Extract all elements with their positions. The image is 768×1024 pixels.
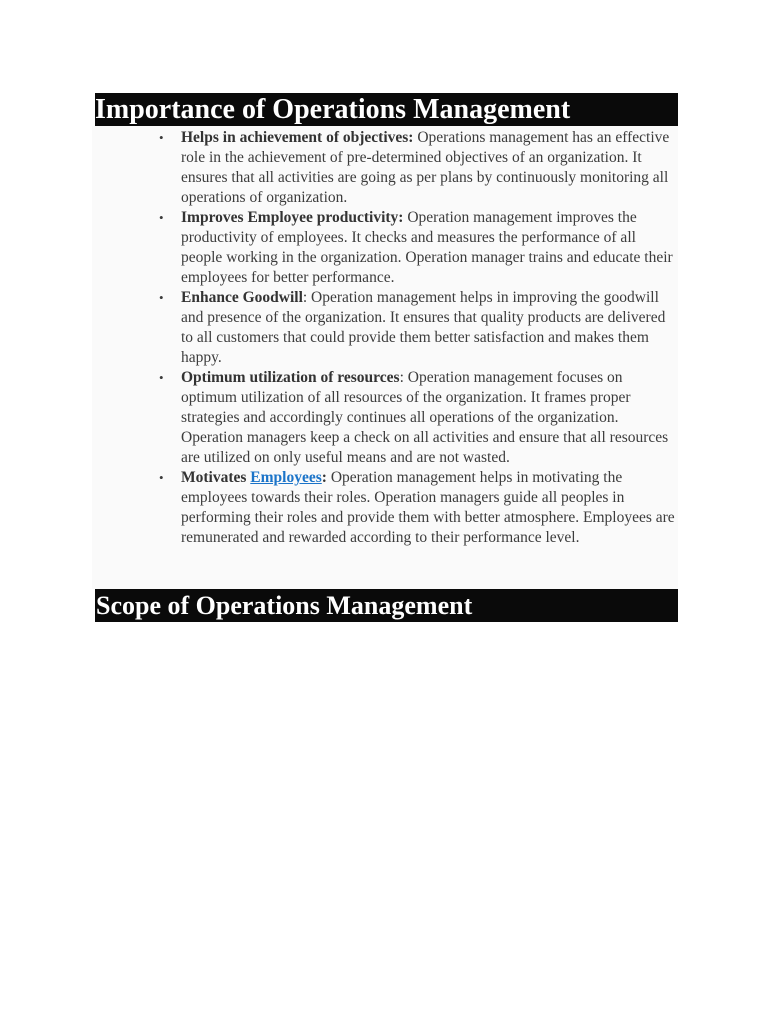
item-text: Operation management helps in motivating the employees towards their roles. Operation managers guide all peoples in performing their roles and provide them with better atmosphere. Employees are remunerated and rewarded according to their performance level. [181, 469, 675, 546]
list-item [159, 368, 677, 468]
bullet-icon: • [159, 290, 164, 305]
item-text: Operations management has an effective role in the achievement of pre-determined objectives of an organization. It ensures that all activities are going as per plans by continuously monitoring all operations of organization. [181, 129, 670, 206]
item-text: Operation management improves the productivity of employees. It checks and measures the performance of all people working in the organization. Operation manager trains and educate their employees for better performance. [181, 209, 673, 286]
item-text: : Operation management helps in improving the goodwill and presence of the organization. It ensures that quality products are delivered to all customers that could provide them better satisfaction and makes them happy. [181, 289, 666, 366]
list-item [159, 288, 677, 368]
item-colon: : [321, 469, 327, 486]
item-text: : Operation management focuses on optimum utilization of all resources of the organization. It frames proper strategies and accordingly continues all operations of the organization. Operation managers keep a check on all activities and ensure that all resources are utilized on only useful means and are not wasted. [181, 369, 669, 466]
item-term: Enhance Goodwill [181, 289, 303, 306]
bullet-icon: • [159, 370, 164, 385]
item-term: Optimum utilization of resources [181, 369, 400, 386]
list-item [159, 128, 677, 208]
importance-list [159, 128, 677, 548]
item-term: Helps in achievement of objectives: [181, 129, 414, 146]
item-term: Motivates [181, 469, 251, 486]
list-item [159, 468, 677, 548]
scope-heading: Scope of Operations Management [95, 589, 678, 622]
bullet-icon: • [159, 210, 164, 225]
importance-heading: Importance of Operations Management [95, 93, 678, 126]
bullet-icon: • [159, 470, 164, 485]
bullet-icon: • [159, 130, 164, 145]
list-item [159, 208, 677, 288]
item-term: Improves Employee productivity: [181, 209, 404, 226]
employees-link[interactable]: Employees [250, 469, 322, 486]
